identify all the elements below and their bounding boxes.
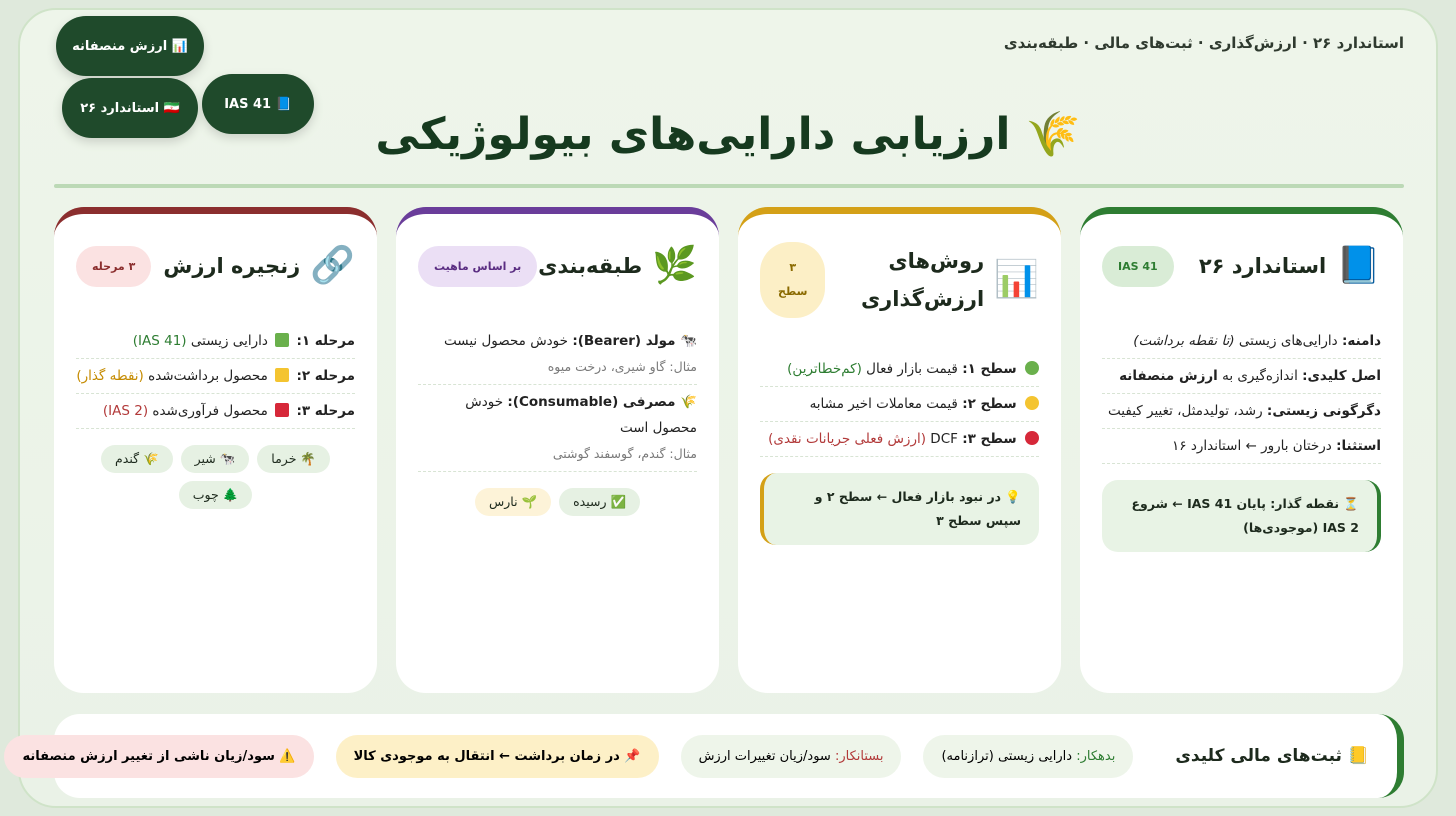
nature-badge: بر اساس ماهیت <box>418 246 537 287</box>
debit-chip: بدهکار: دارایی زیستی (ترازنامه) <box>923 735 1133 778</box>
list-item: سطح ۳: DCF (ارزش فعلی جریانات نقدی) <box>760 422 1039 457</box>
chip-wheat[interactable]: 🌾 گندم <box>101 445 173 473</box>
card-standard <box>1080 207 1403 693</box>
chip-dates[interactable]: 🌴 خرما <box>257 445 330 473</box>
entries-bar <box>22 714 1404 798</box>
breadcrumb: استاندارد ۲۶ · ارزش‌گذاری · ثبت‌های مالی · طبقه‌بندی <box>1003 34 1404 52</box>
green-square-icon <box>275 333 289 347</box>
card-title: زنجیره ارزش <box>163 254 301 278</box>
chip-wood[interactable]: 🌲 چوب <box>179 481 253 509</box>
yellow-square-icon <box>275 368 289 382</box>
fallback-note: 💡 در نبود بازار فعال ← سطح ۲ و سپس سطح ۳ <box>760 473 1039 545</box>
red-square-icon <box>275 403 289 417</box>
fair-value-button[interactable]: 📊 ارزش منصفانه <box>56 16 204 76</box>
card-title: استاندارد ۲۶ <box>1198 254 1327 278</box>
list-item: اصل کلیدی: اندازه‌گیری به ارزش منصفانه <box>1102 359 1381 394</box>
credit-chip: بستانکار: سود/زیان تغییرات ارزش <box>681 735 902 778</box>
card-chain <box>54 207 377 693</box>
chip-milk[interactable]: 🐄 شیر <box>181 445 250 473</box>
link-icon: 🔗 <box>310 245 355 286</box>
ias41-badge: IAS 41 <box>1102 246 1174 287</box>
red-dot-icon <box>1025 431 1039 445</box>
maturity-chips <box>418 488 697 516</box>
list-item: مرحله ۱: دارایی زیستی (IAS 41) <box>76 324 355 359</box>
stages-badge: ۳ مرحله <box>76 246 151 287</box>
list-item: دگرگونی زیستی: رشد، تولیدمثل، تغییر کیفیت <box>1102 394 1381 429</box>
levels-badge: ۳ سطح <box>760 242 825 318</box>
bar-chart-icon: 📊 <box>994 259 1039 300</box>
chip-immature[interactable]: 🌱 نارس <box>475 488 551 516</box>
green-dot-icon <box>1025 361 1039 375</box>
warning-chip: ⚠️ سود/زیان ناشی از تغییر ارزش منصفانه <box>4 735 313 778</box>
wheat-icon: 🌾 <box>1025 109 1081 160</box>
list-item: 🐄 مولد (Bearer): خودش محصول نیست مثال: گاو شیری، درخت میوه <box>418 324 697 385</box>
book-icon: 📘 <box>1336 245 1381 286</box>
herb-icon: 🌿 <box>652 245 697 286</box>
product-chips <box>76 445 355 509</box>
harvest-chip: 📌 در زمان برداشت ← انتقال به موجودی کالا <box>336 735 659 778</box>
chip-mature[interactable]: ✅ رسیده <box>559 488 640 516</box>
list-item: 🌾 مصرفی (Consumable): خودش محصول است مثال: گندم، گوسفند گوشتی <box>418 385 697 472</box>
card-classification <box>396 207 719 693</box>
list-item: مرحله ۳: محصول فرآوری‌شده (IAS 2) <box>76 394 355 429</box>
notebook-icon: 📒 <box>1347 746 1369 766</box>
page-title <box>0 108 1456 160</box>
title-divider <box>54 184 1404 188</box>
yellow-dot-icon <box>1025 396 1039 410</box>
entries-title: 📒 ثبت‌های مالی کلیدی <box>1175 746 1369 766</box>
list-item: مرحله ۲: محصول برداشت‌شده (نقطه گذار) <box>76 359 355 394</box>
card-title: روش‌های ارزش‌گذاری <box>860 249 985 311</box>
page-title-text: ارزیابی دارایی‌های بیولوژیکی <box>375 109 1011 160</box>
card-title: طبقه‌بندی <box>538 254 643 278</box>
standard26-button[interactable]: 🇮🇷 استاندارد ۲۶ <box>62 78 198 138</box>
list-item: استثنا: درختان بارور ← استاندارد ۱۶ <box>1102 429 1381 464</box>
card-methods <box>738 207 1061 693</box>
list-item: دامنه: دارایی‌های زیستی (تا نقطه برداشت) <box>1102 324 1381 359</box>
list-item: سطح ۱: قیمت بازار فعال (کم‌خطاترین) <box>760 352 1039 387</box>
list-item: سطح ۲: قیمت معاملات اخیر مشابه <box>760 387 1039 422</box>
transition-note: ⏳ نقطه گذار: پایان IAS 41 ← شروع IAS 2 (موجودی‌ها) <box>1102 480 1381 552</box>
ias41-button[interactable]: 📘 IAS 41 <box>202 74 314 134</box>
